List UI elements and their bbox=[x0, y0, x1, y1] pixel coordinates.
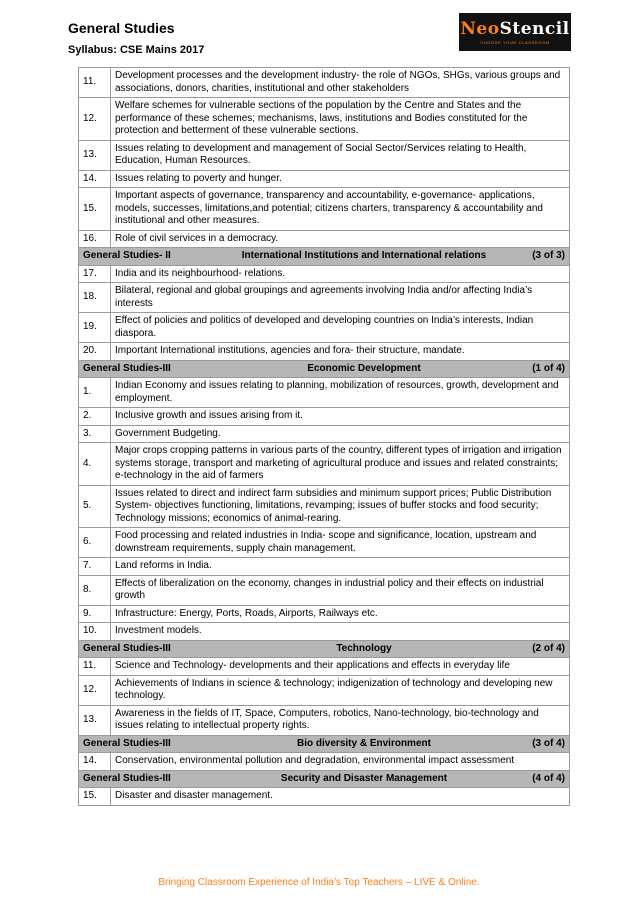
item-number: 17. bbox=[79, 265, 111, 283]
page-title: General Studies bbox=[68, 20, 175, 36]
section-header-content bbox=[83, 643, 565, 656]
syllabus-item-row bbox=[79, 753, 570, 771]
item-number: 13. bbox=[79, 705, 111, 735]
section-paper-label: General Studies-III bbox=[83, 737, 171, 749]
syllabus-item-row bbox=[79, 170, 570, 188]
item-number: 11. bbox=[79, 68, 111, 98]
syllabus-item-row bbox=[79, 68, 570, 98]
section-part-count: (3 of 4) bbox=[532, 737, 565, 749]
section-header-cell bbox=[79, 360, 570, 378]
syllabus-item-row bbox=[79, 675, 570, 705]
item-number: 15. bbox=[79, 188, 111, 231]
syllabus-item-row bbox=[79, 788, 570, 806]
item-description: Achievements of Indians in science & technology; indigenization of technology and developing new technology. bbox=[111, 675, 570, 705]
item-description: Land reforms in India. bbox=[111, 558, 570, 576]
syllabus-item-row bbox=[79, 283, 570, 313]
item-number: 3. bbox=[79, 425, 111, 443]
item-description: Important aspects of governance, transparency and accountability, e-governance- applications, models, successes, limitations,and potential; citizens charters, transparency & accountability and institutional and other measures. bbox=[111, 188, 570, 231]
syllabus-item-row bbox=[79, 605, 570, 623]
syllabus-table bbox=[78, 67, 570, 806]
item-number: 12. bbox=[79, 98, 111, 141]
neostencil-logo bbox=[459, 13, 571, 51]
item-description: Major crops cropping patterns in various parts of the country, different types of irrigation and irrigation systems storage, transport and marketing of agricultural produce and issues and related constraints; e-technology in the aid of farmers bbox=[111, 443, 570, 486]
syllabus-item-row bbox=[79, 705, 570, 735]
logo-stencil-text: Stencil bbox=[499, 18, 570, 39]
item-number: 2. bbox=[79, 408, 111, 426]
section-part-count: (2 of 4) bbox=[532, 642, 565, 654]
item-description: Conservation, environmental pollution and degradation, environmental impact assessment bbox=[111, 753, 570, 771]
section-header-row bbox=[79, 770, 570, 788]
item-description: Infrastructure: Energy, Ports, Roads, Airports, Railways etc. bbox=[111, 605, 570, 623]
item-description: Inclusive growth and issues arising from it. bbox=[111, 408, 570, 426]
item-description: Effect of policies and politics of developed and developing countries on India’s interests, Indian diaspora. bbox=[111, 313, 570, 343]
item-description: Role of civil services in a democracy. bbox=[111, 230, 570, 248]
section-topic-title: Bio diversity & Environment bbox=[297, 737, 431, 749]
section-paper-label: General Studies-III bbox=[83, 642, 171, 654]
syllabus-item-row bbox=[79, 188, 570, 231]
logo-tagline: CHOOSE YOUR CLASSROOM bbox=[480, 39, 550, 45]
section-part-count: (1 of 4) bbox=[532, 362, 565, 374]
section-part-count: (4 of 4) bbox=[532, 772, 565, 784]
item-description: Issues related to direct and indirect farm subsidies and minimum support prices; Public Distribution System- objectives functioning, limitations, revamping; issues of buffer stocks and food security; Technology missions; economics of animal-rearing. bbox=[111, 485, 570, 528]
item-number: 6. bbox=[79, 528, 111, 558]
item-number: 10. bbox=[79, 623, 111, 641]
syllabus-item-row bbox=[79, 658, 570, 676]
section-paper-label: General Studies-III bbox=[83, 362, 171, 374]
item-description: Science and Technology- developments and their applications and effects in everyday life bbox=[111, 658, 570, 676]
item-number: 14. bbox=[79, 170, 111, 188]
section-topic-title: Economic Development bbox=[307, 362, 421, 374]
syllabus-item-row bbox=[79, 265, 570, 283]
item-number: 13. bbox=[79, 140, 111, 170]
page-subtitle: Syllabus: CSE Mains 2017 bbox=[68, 44, 205, 56]
syllabus-item-row bbox=[79, 485, 570, 528]
syllabus-item-row bbox=[79, 230, 570, 248]
item-description: India and its neighbourhood- relations. bbox=[111, 265, 570, 283]
item-description: Issues relating to poverty and hunger. bbox=[111, 170, 570, 188]
syllabus-item-row bbox=[79, 378, 570, 408]
syllabus-item-row bbox=[79, 425, 570, 443]
section-topic-title: Technology bbox=[336, 642, 392, 654]
item-description: Issues relating to development and management of Social Sector/Services relating to Health, Education, Human Resources. bbox=[111, 140, 570, 170]
syllabus-item-row bbox=[79, 98, 570, 141]
section-header-cell bbox=[79, 248, 570, 266]
item-number: 12. bbox=[79, 675, 111, 705]
item-description: Awareness in the fields of IT, Space, Computers, robotics, Nano-technology, bio-technology and issues relating to intellectual property rights. bbox=[111, 705, 570, 735]
logo-wordmark bbox=[460, 20, 569, 38]
footer-tagline: Bringing Classroom Experience of India’s Top Teachers – LIVE & Online. bbox=[158, 877, 480, 888]
item-description: Investment models. bbox=[111, 623, 570, 641]
section-header-row bbox=[79, 640, 570, 658]
section-header-row bbox=[79, 360, 570, 378]
section-paper-label: General Studies-III bbox=[83, 772, 171, 784]
item-number: 5. bbox=[79, 485, 111, 528]
item-number: 7. bbox=[79, 558, 111, 576]
item-number: 19. bbox=[79, 313, 111, 343]
section-part-count: (3 of 3) bbox=[532, 250, 565, 261]
item-number: 11. bbox=[79, 658, 111, 676]
syllabus-item-row bbox=[79, 575, 570, 605]
section-header-row bbox=[79, 248, 570, 266]
syllabus-item-row bbox=[79, 528, 570, 558]
section-topic-title: Security and Disaster Management bbox=[280, 772, 448, 784]
syllabus-item-row bbox=[79, 408, 570, 426]
item-description: Indian Economy and issues relating to planning, mobilization of resources, growth, development and employment. bbox=[111, 378, 570, 408]
syllabus-item-row bbox=[79, 140, 570, 170]
section-header-content bbox=[83, 738, 565, 751]
section-header-row bbox=[79, 735, 570, 753]
item-description: Important International institutions, agencies and fora- their structure, mandate. bbox=[111, 343, 570, 361]
item-number: 9. bbox=[79, 605, 111, 623]
item-description: Effects of liberalization on the economy, changes in industrial policy and their effects on industrial growth bbox=[111, 575, 570, 605]
item-description: Development processes and the development industry- the role of NGOs, SHGs, various groups and associations, donors, charities, institutional and other stakeholders bbox=[111, 68, 570, 98]
section-header-content bbox=[83, 363, 565, 376]
item-number: 8. bbox=[79, 575, 111, 605]
item-number: 18. bbox=[79, 283, 111, 313]
section-header-content bbox=[83, 250, 565, 263]
syllabus-item-row bbox=[79, 558, 570, 576]
item-description: Welfare schemes for vulnerable sections of the population by the Centre and States and the performance of these schemes; mechanisms, laws, institutions and Bodies constituted for the protection and betterment of these vulnerable sections. bbox=[111, 98, 570, 141]
item-number: 16. bbox=[79, 230, 111, 248]
syllabus-item-row bbox=[79, 443, 570, 486]
syllabus-item-row bbox=[79, 313, 570, 343]
syllabus-item-row bbox=[79, 343, 570, 361]
logo-neo-text: Neo bbox=[460, 18, 500, 39]
section-header-content bbox=[83, 773, 565, 786]
section-header-cell bbox=[79, 640, 570, 658]
item-description: Disaster and disaster management. bbox=[111, 788, 570, 806]
syllabus-item-row bbox=[79, 623, 570, 641]
section-header-cell bbox=[79, 770, 570, 788]
section-header-cell bbox=[79, 735, 570, 753]
item-number: 1. bbox=[79, 378, 111, 408]
item-description: Food processing and related industries in India- scope and significance, location, upstream and downstream requirements, supply chain management. bbox=[111, 528, 570, 558]
section-topic-title: International Institutions and International relations bbox=[241, 250, 487, 261]
item-number: 20. bbox=[79, 343, 111, 361]
item-description: Bilateral, regional and global groupings and agreements involving India and/or affecting India’s interests bbox=[111, 283, 570, 313]
item-number: 4. bbox=[79, 443, 111, 486]
syllabus-table-body bbox=[79, 68, 570, 806]
section-paper-label: General Studies- II bbox=[83, 250, 171, 261]
item-number: 14. bbox=[79, 753, 111, 771]
item-description: Government Budgeting. bbox=[111, 425, 570, 443]
item-number: 15. bbox=[79, 788, 111, 806]
